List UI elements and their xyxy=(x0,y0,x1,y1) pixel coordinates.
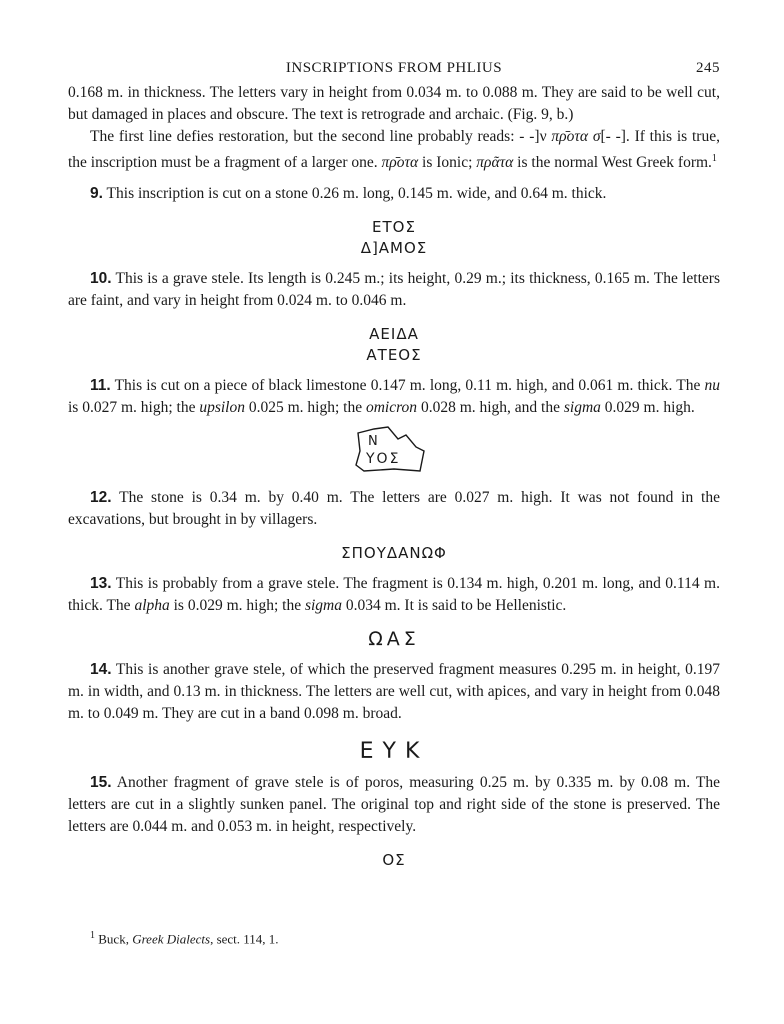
entry-15 xyxy=(68,772,720,838)
inscription-10 xyxy=(68,324,720,366)
greek-word: πρ̄οτα xyxy=(381,154,419,172)
running-title: INSCRIPTIONS FROM PHLIUS xyxy=(285,60,503,76)
intro-text-a: The first line defies restoration, but the second line probably reads: - -]ν xyxy=(90,128,552,145)
inscription-line: ΩΑΣ xyxy=(368,628,420,651)
entry-text: This inscription is cut on a stone 0.26 m. long, 0.145 m. wide, and 0.64 m. thick. xyxy=(106,185,607,203)
greek-word: πρᾶτα xyxy=(476,154,514,172)
entry-number: 11. xyxy=(90,377,111,395)
entry-text: The stone is 0.34 m. by 0.40 m. The letters are 0.027 m. high. It was not found in the excavations, but brought in by villagers. xyxy=(68,489,720,529)
entry-text: This is cut on a piece of black limestone 0.147 m. long, 0.11 m. high, and 0.061 m. thick. The xyxy=(114,377,705,395)
entry-number: 14. xyxy=(90,661,112,679)
entry-14 xyxy=(68,659,720,725)
inscription-line: ΕΤΟΣ xyxy=(372,218,416,237)
inscription-12 xyxy=(68,543,720,564)
footnote-rest: , sect. 114, 1. xyxy=(210,931,279,947)
footnote xyxy=(90,930,279,947)
entry-10 xyxy=(68,268,720,312)
inscription-line: Δ]ΑΜΟΣ xyxy=(360,239,428,258)
intro-text-d: is the normal West Greek form. xyxy=(513,154,712,172)
intro-paragraph-1: 0.168 m. in thickness. The letters vary in height from 0.034 m. to 0.088 m. They are said to be well cut, but damaged in places and obscure. The text is retrograde and archaic. (Fig. 9, b.) xyxy=(68,84,720,123)
entry-text: This is a grave stele. Its length is 0.245 m.; its height, 0.29 m.; its thickness, 0.165 m. The letters are faint, and vary in height from 0.024 m. to 0.046 m. xyxy=(68,270,720,310)
intro-text-c: is Ionic; xyxy=(418,154,477,172)
entry-11 xyxy=(68,375,720,419)
entry-text: is 0.027 m. high; the xyxy=(68,399,200,417)
entry-number: 15. xyxy=(90,774,112,792)
inscription-9 xyxy=(68,217,720,259)
stone-fragment-drawing xyxy=(354,425,430,475)
inscription-14 xyxy=(68,739,720,765)
inscription-line: ΑΕΙΔΑ xyxy=(369,325,419,344)
page-number: 245 xyxy=(696,60,720,76)
entry-12 xyxy=(68,487,720,531)
entry-text: Another fragment of grave stele is of poros, measuring 0.25 m. by 0.335 m. by 0.08 m. The letters are cut in a slightly sunken panel. The original top and right side of the stone is preserved. The letters are 0.044 m. and 0.053 m. in height, respectively. xyxy=(68,774,720,836)
intro-paragraph-2 xyxy=(68,126,720,174)
letter-name: upsilon xyxy=(199,399,245,417)
footnote-mark: 1 xyxy=(90,930,95,941)
letter-name: nu xyxy=(704,377,720,395)
page xyxy=(68,60,720,879)
letter-name: omicron xyxy=(365,399,418,417)
inscription-13 xyxy=(68,629,720,650)
entry-text: 0.028 m. high, and the xyxy=(417,399,564,417)
entry-text: 0.029 m. high. xyxy=(600,399,695,417)
entry-text: 0.034 m. It is said to be Hellenistic. xyxy=(342,597,567,615)
inscription-line: ΕΥΚ xyxy=(359,739,429,765)
inscription-15 xyxy=(68,850,720,871)
inscription-line: ΥΟΣ xyxy=(366,451,401,468)
inscription-11 xyxy=(68,425,720,477)
intro-text-b: [- -]. If this is true, the inscription must be a fragment of a larger one. xyxy=(68,128,720,172)
footnote-author: Buck, xyxy=(98,931,133,947)
letter-name: alpha xyxy=(134,597,170,615)
footnote-ref: 1 xyxy=(711,153,717,164)
entry-text: This is probably from a grave stele. The fragment is 0.134 m. high, 0.201 m. long, and 0.114 m. thick. The xyxy=(68,575,720,615)
running-header xyxy=(68,60,720,82)
inscription-line: Ν xyxy=(368,434,378,450)
inscription-line: ΟΣ xyxy=(382,851,406,870)
letter-name: sigma xyxy=(304,597,342,615)
entry-13 xyxy=(68,573,720,617)
inscription-line: ΑΤΕΟΣ xyxy=(366,346,422,365)
entry-text: 0.025 m. high; the xyxy=(244,399,366,417)
entry-9 xyxy=(68,183,720,205)
entry-number: 10. xyxy=(90,270,112,288)
entry-text: This is another grave stele, of which the preserved fragment measures 0.295 m. in height, 0.197 m. in width, and 0.13 m. in thickness. The letters are well cut, with apices, and vary in height from 0.048 m. to 0.049 m. They are cut in a band 0.098 m. broad. xyxy=(68,661,720,723)
entry-number: 13. xyxy=(90,575,112,593)
entry-number: 9. xyxy=(90,185,103,203)
inscription-line: ΣΠΟΥΔΑΝΩΦ xyxy=(341,544,447,563)
entry-text: is 0.029 m. high; the xyxy=(169,597,305,615)
footnote-work: Greek Dialects xyxy=(132,931,211,947)
greek-word: πρ̄οτα σ xyxy=(551,128,601,145)
letter-name: sigma xyxy=(563,399,601,417)
entry-number: 12. xyxy=(90,489,112,507)
